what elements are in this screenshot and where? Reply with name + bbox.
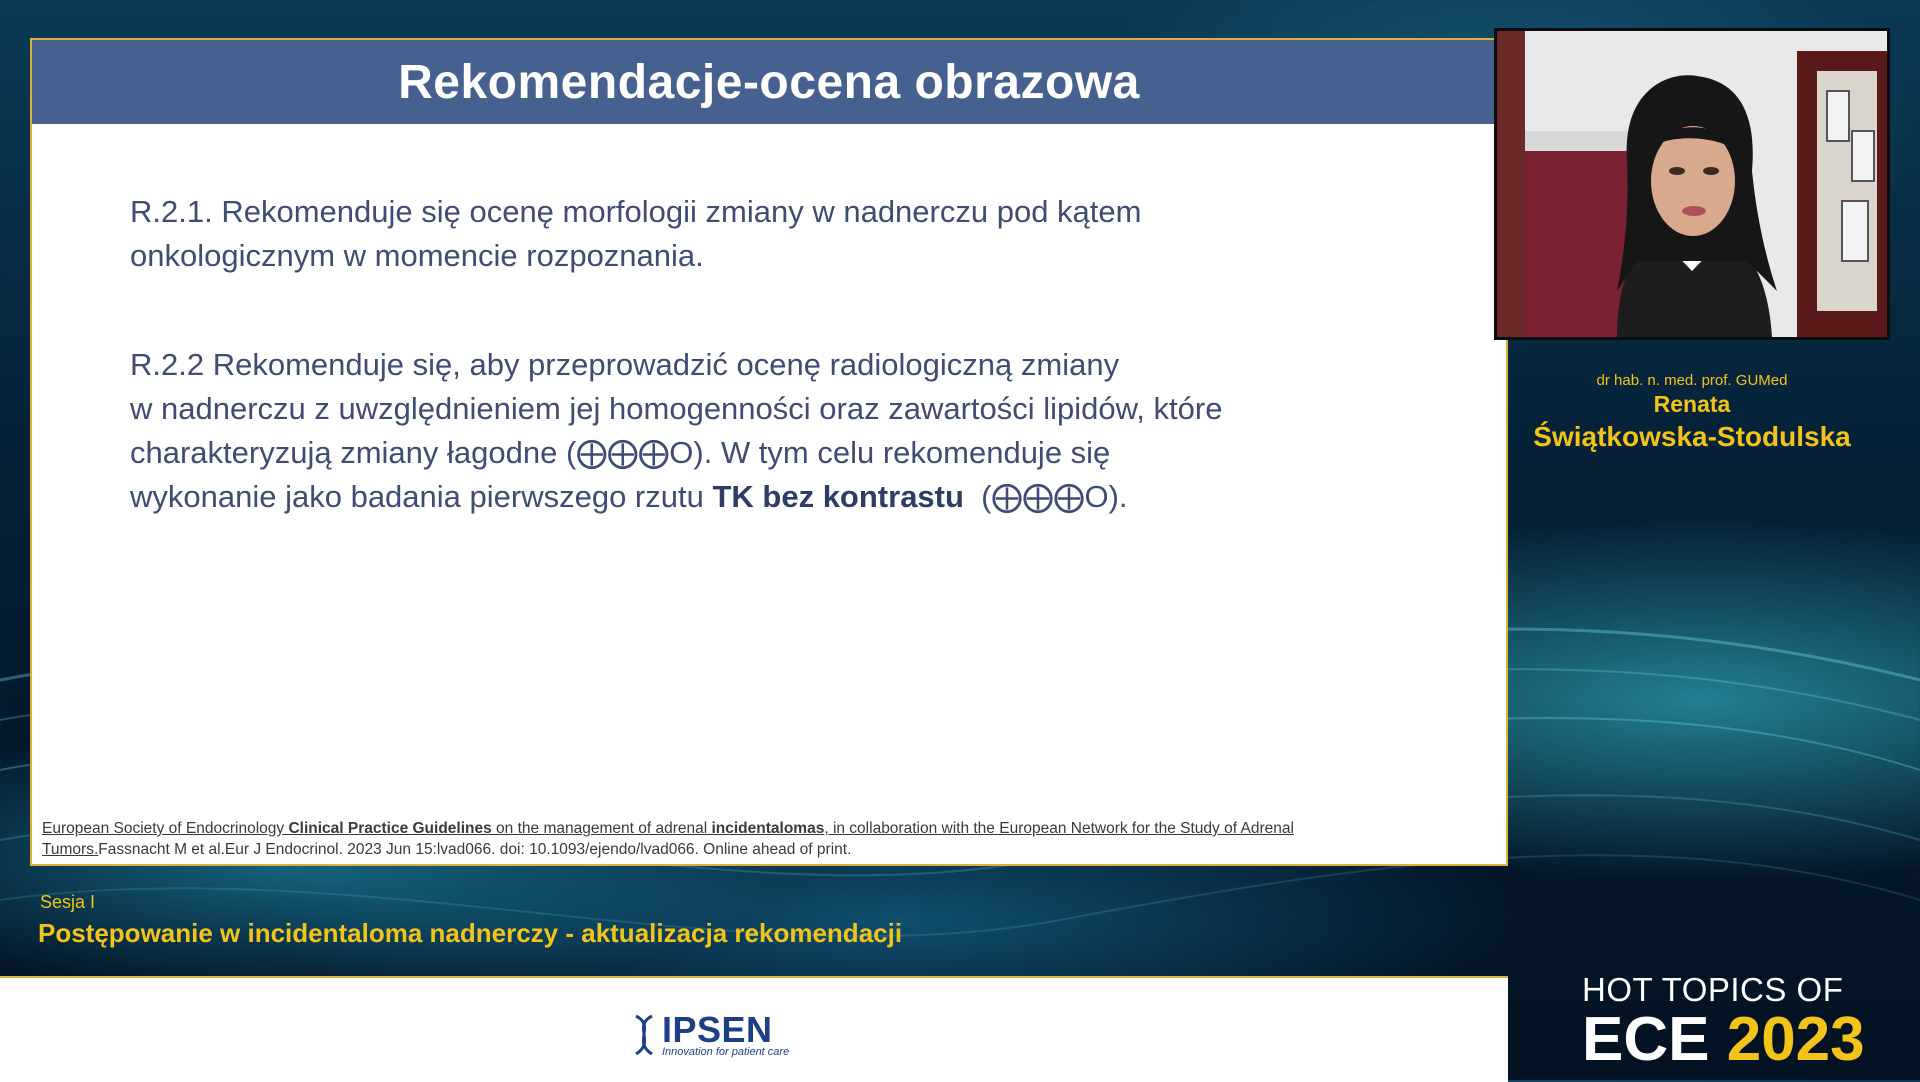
speaker-last-name: Świątkowska-Stodulska [1533, 421, 1851, 452]
presentation-slide [30, 38, 1508, 866]
ipsen-logo [630, 1009, 790, 1058]
ipsen-wordmark: IPSEN [662, 1009, 773, 1050]
event-logo [1582, 972, 1865, 1072]
session-label: Sesja I [40, 892, 96, 912]
webcam-scene [1497, 31, 1887, 337]
slide-title-bar [32, 40, 1506, 124]
recommendation-r22 [130, 343, 1430, 519]
event-year: 2023 [1726, 1005, 1865, 1074]
slide-title: Rekomendacje-ocena obrazowa [398, 55, 1140, 109]
citation [42, 818, 1482, 860]
event-name: ECE [1582, 1005, 1710, 1074]
session-banner [30, 868, 1508, 972]
speaker-first-name: Renata [1653, 391, 1731, 417]
session-title: Postępowanie w incidentaloma nadnerczy - aktualizacja rekomendacji [38, 918, 903, 948]
citation-ref: Fassnacht M et al.Eur J Endocrinol. 2023 Jun 15:lvad066. doi: 10.1093/ejendo/lvad066. Online ahead of print. [98, 841, 852, 858]
rec2-bold-phrase: TK bez kontrastu [712, 479, 964, 514]
citation-link-cont[interactable]: Tumors. [42, 841, 99, 858]
rec2-last-suffix: (⨁⨁⨁O). [963, 479, 1128, 514]
ipsen-tagline: Innovation for patient care [662, 1046, 790, 1058]
speaker-title: dr hab. n. med. prof. GUMed [1596, 372, 1788, 389]
event-name-line [1582, 1005, 1865, 1074]
event-title-line: HOT TOPICS OF [1582, 971, 1844, 1008]
rec2-line: w nadnerczu z uwzględnieniem jej homogenności oraz zawartości lipidów, które [130, 391, 1223, 426]
rec2-line [130, 475, 1430, 519]
speaker-name-card [1494, 372, 1890, 456]
rec1-line: R.2.1. Rekomenduje się ocenę morfologii zmiany w nadnerczu pod kątem [130, 194, 1142, 229]
ipsen-helix-icon [630, 1012, 658, 1058]
rec1-line: onkologicznym w momencie rozpoznania. [130, 238, 704, 273]
speaker-webcam [1494, 28, 1890, 340]
recommendation-r21 [130, 190, 1430, 278]
sponsor-bar [0, 976, 1508, 1082]
rec2-line: charakteryzują zmiany łagodne (⨁⨁⨁O). W tym celu rekomenduje się [130, 435, 1111, 470]
rec2-line: R.2.2 Rekomenduje się, aby przeprowadzić ocenę radiologiczną zmiany [130, 347, 1120, 382]
citation-link[interactable]: European Society of Endocrinology Clinical Practice Guidelines on the management of adrenal incidentalomas, in collaboration with the European Network for the Study of Adrenal [42, 820, 1294, 837]
rec2-last-prefix: wykonanie jako badania pierwszego rzutu [130, 479, 713, 514]
